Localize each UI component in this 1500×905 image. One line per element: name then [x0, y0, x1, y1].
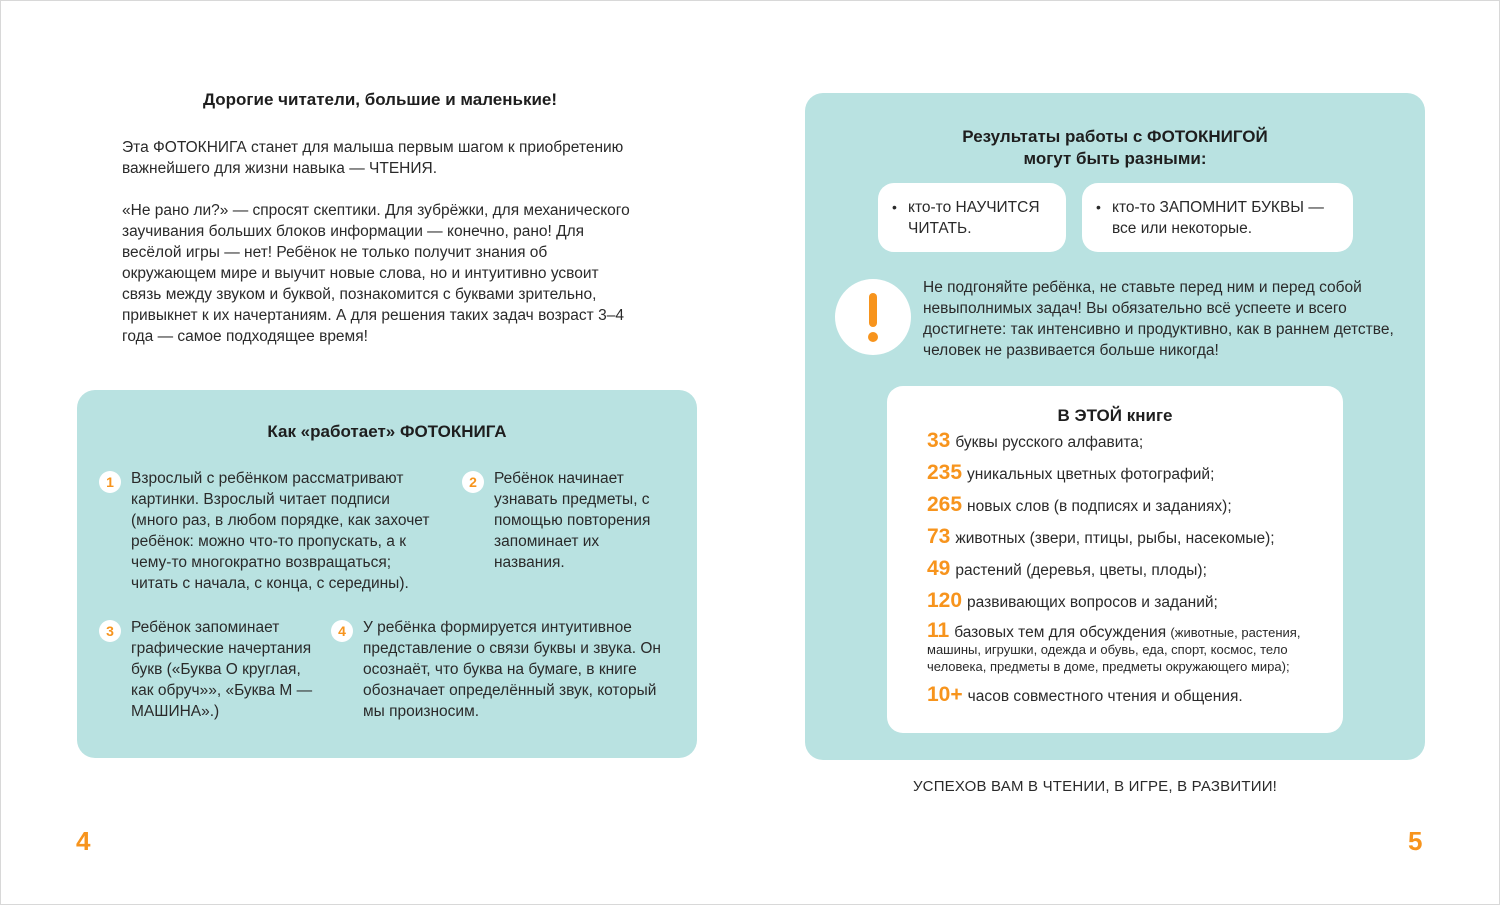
stat-text: буквы русского алфавита; [955, 434, 1144, 451]
page-number-left: 4 [76, 826, 91, 856]
exclamation-icon [835, 279, 911, 355]
result-card [878, 183, 1066, 252]
step-text: Ребёнок начинает узнавать предметы, с помощью повторения запоминает их названия. [494, 470, 651, 571]
stats-list [927, 430, 1327, 716]
stat-text: уникальных цветных фотографий; [967, 466, 1215, 483]
step-number-badge: 2 [462, 471, 484, 493]
stats-card [887, 386, 1343, 733]
stat-row [927, 619, 1327, 675]
stat-extra-text: (животные, растения, машины, игрушки, одежда и обувь, еда, спорт, космос, тело человека, предметы в доме, предметы окружающего мира); [927, 625, 1301, 674]
result-text: кто-то ЗАПОМНИТ БУКВЫ — все или некоторые. [1112, 199, 1324, 237]
closing-line: УСПЕХОВ ВАМ В ЧТЕНИИ, В ИГРЕ, В РАЗВИТИИ! [912, 778, 1278, 795]
stat-text: новых слов (в подписях и заданиях); [967, 498, 1232, 515]
bullet-icon: • [1096, 199, 1101, 215]
stat-row [927, 430, 1327, 453]
step-text: У ребёнка формируется интуитивное представление о связи буквы и звука. Он осознаёт, что буква на бумаге, в книге обозначает определённый звук, который мы произносим. [363, 619, 661, 720]
intro-paragraph-1: Эта ФОТОКНИГА станет для малыша первым шагом к приобретению важнейшего для жизни навыка — ЧТЕНИЯ. [122, 139, 624, 177]
intro-paragraph-2: «Не рано ли?» — спросят скептики. Для зубрёжки, для механического заучивания больших блоков информации — конечно, рано! Для весёлой игры — нет! Ребёнок не только получит знания об окружающем мире и выучит новые слова, но и интуитивно усвоит связь между звуком и буквой, познакомится с буквами зрительно, привыкнет к их начертаниям. А для решения таких задач возраст 3–4 года — самое подходящее время! [122, 202, 630, 345]
results-panel [805, 93, 1425, 760]
stat-number: 73 [927, 525, 951, 548]
page-number-right: 5 [1408, 826, 1423, 856]
greeting-title: Дорогие читатели, большие и маленькие! [202, 90, 558, 109]
result-card [1082, 183, 1353, 252]
stat-number: 235 [927, 461, 963, 484]
step-number-badge: 3 [99, 620, 121, 642]
stat-text: часов совместного чтения и общения. [967, 688, 1243, 705]
stat-number: 120 [927, 589, 963, 612]
step-text: Взрослый с ребёнком рассматривают картинки. Взрослый читает подписи (много раз, в любом порядке, как захочет ребёнок: можно что-то пропускать, а к чему-то многократно возвращаться; читать с начала, с конца, с середины). [131, 470, 430, 592]
stat-number: 49 [927, 557, 951, 580]
stat-number: 33 [927, 429, 951, 452]
stat-row [927, 558, 1327, 581]
step-number-badge: 4 [331, 620, 353, 642]
step-number-badge: 1 [99, 471, 121, 493]
stat-text: базовых тем для обсуждения [954, 624, 1167, 641]
alert-text: Не подгоняйте ребёнка, не ставьте перед ним и перед собой невыполнимых задач! Вы обязательно всё успеете и всего достигнете: так интенсивно и продуктивно, как в раннем детстве, человек не развивается больше никогда! [923, 279, 1394, 359]
stat-number: 265 [927, 493, 963, 516]
exclamation-dot [868, 332, 878, 342]
stats-title: В ЭТОЙ книге [1057, 406, 1173, 425]
stat-row [927, 526, 1327, 549]
how-it-works-title: Как «работает» ФОТОКНИГА [267, 422, 507, 441]
stat-text: растений (деревья, цветы, плоды); [955, 562, 1207, 579]
stat-row [927, 590, 1327, 613]
exclamation-bar [869, 293, 877, 327]
stat-text: животных (звери, птицы, рыбы, насекомые); [955, 530, 1275, 547]
bullet-icon: • [892, 199, 897, 215]
step-text: Ребёнок запоминает графические начертания букв («Буква О круглая, как обруч»», «Буква М — МАШИНА».) [131, 619, 313, 720]
stat-row [927, 684, 1327, 707]
stat-row [927, 462, 1327, 485]
result-text: кто-то НАУЧИТСЯ ЧИТАТЬ. [908, 199, 1040, 237]
stat-row [927, 494, 1327, 517]
stat-text: развивающих вопросов и заданий; [967, 594, 1218, 611]
stat-number: 10+ [927, 683, 963, 706]
results-title: Результаты работы с ФОТОКНИГОЙ могут быть разными: [962, 127, 1268, 168]
stat-number: 11 [927, 619, 950, 642]
